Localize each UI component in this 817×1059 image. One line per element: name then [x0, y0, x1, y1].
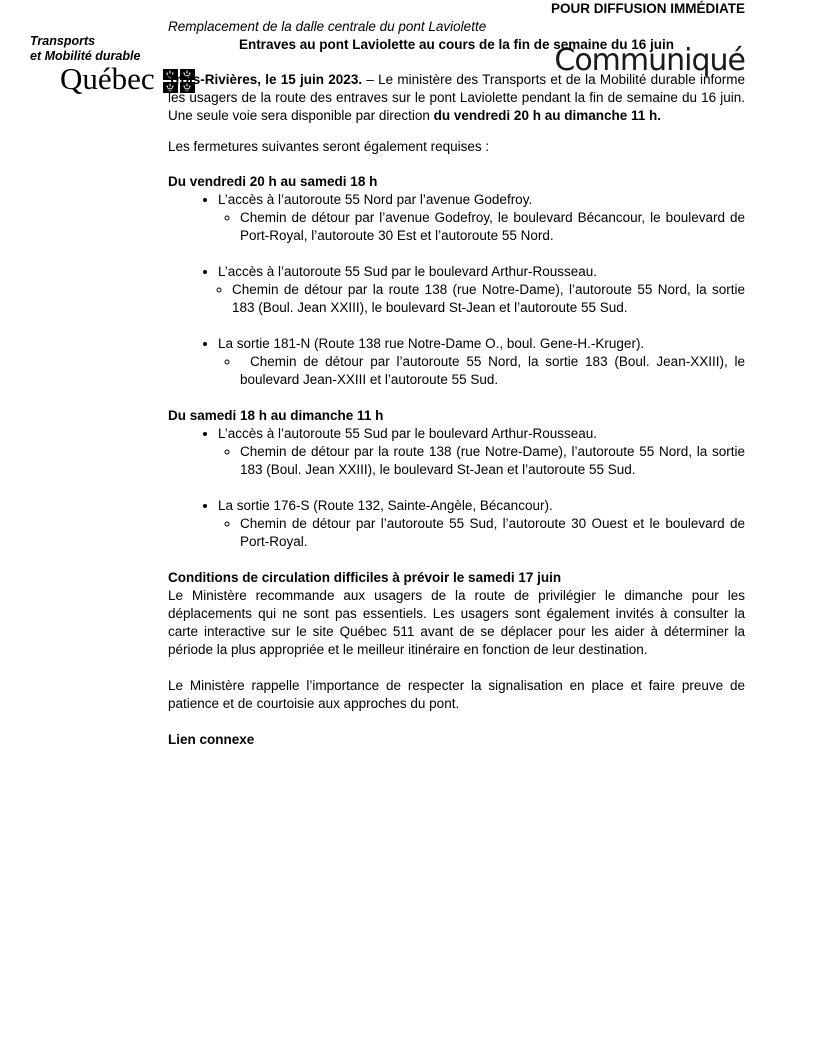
- detour-item: ◦ Chemin de détour par la route 138 (rue Notre-Dame), l’autoroute 55 Nord, la sortie 183 (Boul. Jean XXIII), le boulevard St-Jean et l’autoroute 55 Sud.: [232, 281, 745, 317]
- list-item-text: La sortie 176-S (Route 132, Sainte-Angèle, Bécancour).: [218, 498, 553, 513]
- list-item-text: L’accès à l’autoroute 55 Nord par l’avenue Godefroy.: [218, 192, 533, 207]
- detour-item: ◦ Chemin de détour par l’autoroute 55 Nord, la sortie 183 (Boul. Jean-XXIII), le boulevard Jean-XXIII et l’autoroute 55 Sud.: [240, 353, 745, 389]
- closures-list-2: [168, 425, 745, 551]
- intro-paragraph: [168, 71, 745, 125]
- list-item: [218, 497, 745, 551]
- detour-sublist: [218, 443, 745, 479]
- reminder-paragraph: Le Ministère rappelle l’importance de respecter la signalisation en place et faire preuve de patience et de courtoisie aux approches du pont.: [168, 678, 745, 711]
- logo-line-2: et Mobilité durable: [30, 49, 141, 63]
- detour-sublist: [218, 281, 745, 317]
- list-item-text: L’accès à l’autoroute 55 Sud par le boulevard Arthur-Rousseau.: [218, 426, 597, 441]
- section-heading-friday-saturday: Du vendredi 20 h au samedi 18 h: [168, 174, 378, 189]
- page-title: Entraves au pont Laviolette au cours de la fin de semaine du 16 juin: [238, 37, 675, 52]
- closures-list-1: [168, 191, 745, 389]
- release-line: POUR DIFFUSION IMMÉDIATE: [551, 1, 745, 16]
- list-item-text: L’accès à l’autoroute 55 Sud par le boulevard Arthur-Rousseau.: [218, 264, 597, 279]
- list-item: [218, 191, 745, 245]
- detour-sublist: [218, 515, 745, 551]
- document-type-title: Communiqué: [554, 43, 745, 78]
- detour-sublist: [218, 209, 745, 245]
- intro-dash: –: [366, 72, 374, 87]
- conditions-paragraph: Le Ministère recommande aux usagers de la route de privilégier le dimanche pour les déplacements qui ne sont pas essentiels. Les usagers sont également invités à consulter la carte interactive sur le site Québec 511 avant de se déplacer pour les aider à déterminer la période la plus appropriée et le meilleur itinéraire en fonction de leur destination.: [168, 588, 745, 657]
- list-item: [218, 263, 745, 317]
- section-heading-saturday-sunday: Du samedi 18 h au dimanche 11 h: [168, 408, 384, 423]
- detour-sublist: [218, 353, 745, 389]
- detour-item: ◦ Chemin de détour par la route 138 (rue Notre-Dame), l’autoroute 55 Nord, la sortie 183 (Boul. Jean XXIII), le boulevard St-Jean et l’autoroute 55 Sud.: [240, 443, 745, 479]
- list-item: [218, 335, 745, 389]
- intro-text: Le ministère des Transports et de la Mobilité durable informe les usagers de la route des entraves sur le pont Laviolette pendant la fin de semaine du 16 juin. Une seule voie sera disponible par direction: [168, 72, 745, 123]
- list-item-text: La sortie 181-N (Route 138 rue Notre-Dame O., boul. Gene-H.-Kruger).: [218, 336, 645, 351]
- conditions-heading: Conditions de circulation difficiles à prévoir le samedi 17 juin: [168, 570, 562, 585]
- detour-item: ◦ Chemin de détour par l’autoroute 55 Sud, l’autoroute 30 Ouest et le boulevard de Port-Royal.: [240, 515, 745, 551]
- logo-line-1: Transports: [30, 34, 96, 48]
- intro-emphasis: du vendredi 20 h au dimanche 11 h.: [433, 108, 661, 123]
- closures-intro: Les fermetures suivantes seront également requises :: [168, 139, 490, 154]
- list-item: [218, 425, 745, 479]
- document-body: [168, 0, 745, 749]
- intro-dateline: Trois-Rivières, le 15 juin 2023.: [168, 72, 363, 87]
- subject-line: Remplacement de la dalle centrale du pont Laviolette: [168, 19, 487, 34]
- quebec-wordmark: Québec: [60, 61, 155, 96]
- related-link-heading: Lien connexe: [168, 732, 255, 747]
- detour-item: ◦ Chemin de détour par l’avenue Godefroy, le boulevard Bécancour, le boulevard de Port-Royal, l’autoroute 30 Est et l’autoroute 55 Nord.: [240, 209, 745, 245]
